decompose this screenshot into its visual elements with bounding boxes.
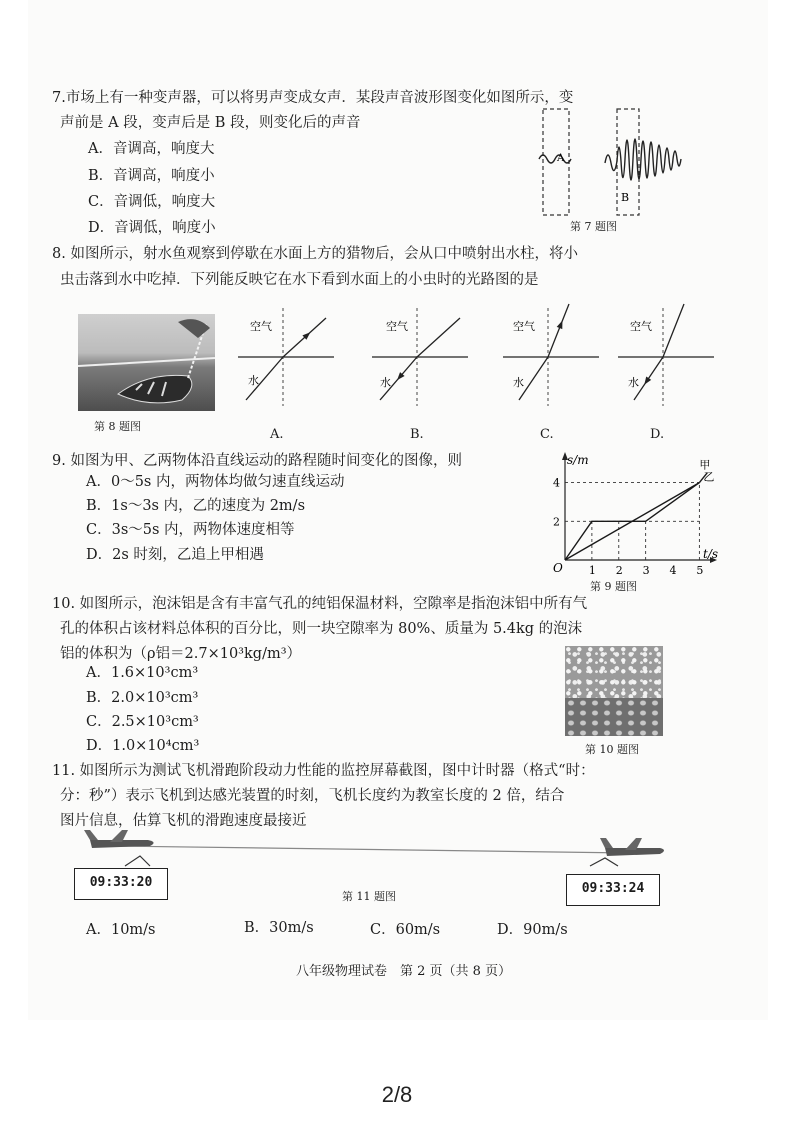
- series-label-yi: 乙: [703, 470, 715, 484]
- q7-stem-line2: 声前是 A 段，变声后是 B 段，则变化后的声音: [60, 115, 361, 131]
- q11-option-a: A．10m/s: [86, 922, 156, 938]
- q11-stem-line3: 图片信息，估算飞机的滑跑速度最接近: [60, 813, 307, 829]
- q9-option-b: B．1s～3s 内，乙的速度为 2m/s: [86, 498, 306, 514]
- page-footer: 八年级物理试卷 第 2 页（共 8 页）: [296, 964, 512, 979]
- q9-chart: [535, 452, 719, 577]
- q7-option-a: A．音调高，响度大: [88, 141, 215, 157]
- q8-diagram-d: [618, 300, 718, 410]
- q10-option-c: C．2.5×10³cm³: [86, 714, 199, 730]
- q9-option-d: D．2s 时刻，乙追上甲相遇: [86, 547, 264, 563]
- q11-option-c: C．60m/s: [370, 922, 441, 938]
- x-tick-label: 2: [615, 564, 623, 577]
- ray-arrow: [644, 376, 651, 384]
- q8-diagram-b: [372, 300, 472, 410]
- light-ray: [417, 318, 460, 357]
- q7-option-b: B．音调高，响度小: [88, 168, 215, 184]
- q7-label-a: A: [557, 153, 565, 164]
- q9-option-c: C．3s～5s 内，两物体速度相等: [86, 522, 295, 538]
- x-tick-label: 4: [669, 564, 677, 577]
- q11-caption: 第 11 题图: [342, 890, 396, 903]
- x-axis-label: t/s: [703, 547, 719, 561]
- series-label-jia: 甲: [699, 458, 711, 472]
- q11-runway-figure: [70, 826, 670, 871]
- q11-stem-line1: 11. 如图所示为测试飞机滑跑阶段动力性能的监控屏幕截图，图中计时器（格式“时：: [52, 763, 595, 779]
- q9-option-a: A．0～5s 内，两物体均做匀速直线运动: [86, 474, 345, 490]
- timer-right: 09:33:24: [566, 874, 660, 906]
- q10-option-b: B．2.0×10³cm³: [86, 690, 199, 706]
- q7-option-d: D．音调低，响度小: [88, 220, 216, 236]
- q8-diagram-c: [503, 300, 603, 410]
- water-label: 水: [513, 376, 524, 389]
- q8-choice-d: D.: [650, 427, 665, 442]
- x-tick-label: 5: [696, 564, 704, 577]
- q10-stem-line2: 孔的体积占该材料总体积的百分比，则一块空隙率为 80%、质量为 5.4kg 的泡沫: [60, 621, 583, 637]
- air-label: 空气: [250, 320, 272, 333]
- timer-left: 09:33:20: [74, 868, 168, 900]
- ray-arrow: [557, 321, 563, 330]
- q7-label-b: B: [621, 191, 630, 204]
- q10-stem-line3: 铝的体积为（ρ铝＝2.7×10³kg/m³）: [60, 646, 302, 662]
- q7-waveform-figure: [535, 103, 695, 215]
- runway-line: [115, 846, 630, 853]
- q11-option-b: B．30m/s: [244, 920, 314, 936]
- q10-stem-line1: 10. 如图所示，泡沫铝是含有丰富气孔的纯铝保温材料，空隙率是指泡沫铝中所有气: [52, 596, 588, 612]
- q9-stem: 9. 如图为甲、乙两物体沿直线运动的路程随时间变化的图像，则: [52, 453, 462, 469]
- y-tick-label: 2: [553, 515, 560, 529]
- air-label: 空气: [513, 320, 535, 333]
- q7-stem-line1: 7.市场上有一种变声器，可以将男声变成女声．某段声音波形图变化如图所示，变: [52, 90, 574, 106]
- q9-caption: 第 9 题图: [590, 580, 637, 593]
- page-indicator: 2/8: [381, 1082, 413, 1107]
- q11-stem-line2: 分：秒”）表示飞机到达感光装置的时刻，飞机长度约为教室长度的 2 倍，结合: [60, 788, 565, 804]
- air-label: 空气: [630, 320, 652, 333]
- q8-choice-b: B.: [410, 427, 424, 442]
- q11-option-d: D．90m/s: [497, 922, 568, 938]
- water-label: 水: [628, 376, 639, 389]
- q10-option-d: D．1.0×10⁴cm³: [86, 738, 200, 754]
- light-ray: [663, 304, 684, 357]
- x-tick-label: 1: [588, 564, 596, 577]
- q8-stem-line1: 8. 如图所示，射水鱼观察到停歇在水面上方的猎物后，会从口中喷射出水柱，将小: [52, 246, 578, 262]
- q8-diagram-a: [238, 300, 338, 410]
- light-ray: [548, 304, 569, 357]
- q8-choice-a: A.: [270, 427, 284, 442]
- q8-stem-line2: 虫击落到水中吃掉．下列能反映它在水下看到水面上的小虫时的光路图的是: [60, 272, 539, 288]
- y-tick-label: 4: [553, 476, 560, 490]
- airplane-left: [84, 830, 154, 848]
- airplane-right: [600, 838, 664, 856]
- q8-choice-c: C.: [540, 427, 554, 442]
- y-axis-label: s/m: [567, 453, 589, 467]
- q7-wave-a: [539, 155, 571, 163]
- q7-caption: 第 7 题图: [570, 220, 617, 233]
- archerfish-photo: [78, 314, 215, 411]
- aluminum-foam-photo: [565, 646, 663, 736]
- water-label: 水: [248, 374, 259, 387]
- origin-label: O: [553, 561, 563, 575]
- q8-caption: 第 8 题图: [94, 420, 141, 433]
- water-label: 水: [380, 376, 391, 389]
- q10-option-a: A．1.6×10³cm³: [86, 665, 199, 681]
- air-label: 空气: [386, 320, 408, 333]
- q10-caption: 第 10 题图: [585, 743, 639, 756]
- x-tick-label: 3: [642, 564, 650, 577]
- q7-option-c: C．音调低，响度大: [88, 194, 216, 210]
